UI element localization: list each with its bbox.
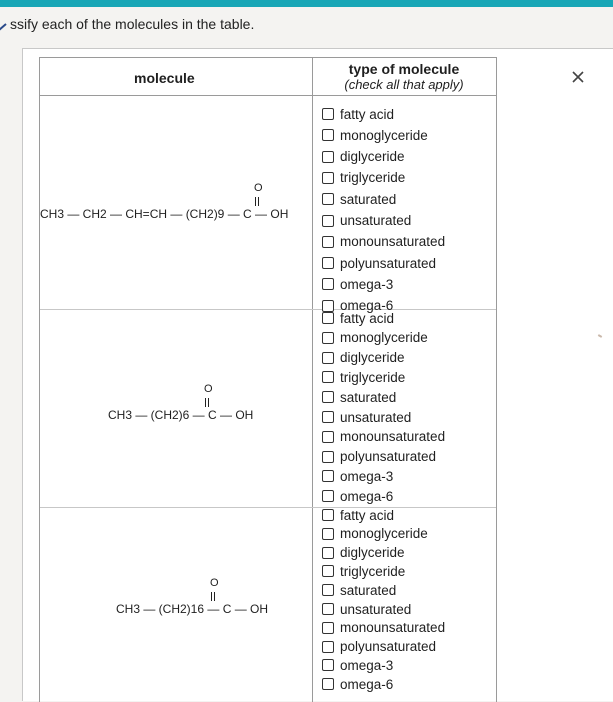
option-label: fatty acid (340, 507, 395, 523)
option-triglyceride-m3[interactable] (322, 561, 405, 581)
option-omega-6-m2[interactable] (322, 486, 393, 506)
checkbox[interactable] (322, 659, 334, 671)
checkbox[interactable] (322, 547, 334, 559)
option-triglyceride-m2[interactable] (322, 367, 405, 387)
option-monoglyceride-m1[interactable] (322, 125, 428, 145)
checkbox[interactable] (322, 641, 334, 653)
option-diglyceride-m2[interactable] (322, 348, 405, 368)
molecule-1-formula: CH3 — CH2 — CH=CH — (CH2)9 — C — OH (40, 207, 289, 221)
option-label: diglyceride (340, 350, 405, 366)
carbonyl-double-bond (205, 398, 209, 407)
checkbox[interactable] (322, 678, 334, 690)
header-molecule: molecule (134, 70, 195, 86)
option-label: monoglyceride (340, 330, 428, 346)
option-omega-3-m3[interactable] (322, 655, 393, 675)
option-label: monoglyceride (340, 526, 428, 542)
carbonyl-double-bond (255, 197, 259, 206)
option-triglyceride-m1[interactable] (322, 168, 405, 188)
checkbox[interactable] (322, 129, 334, 141)
option-label: unsaturated (340, 213, 412, 228)
option-polyunsaturated-m3[interactable] (322, 637, 436, 657)
checkbox[interactable] (322, 352, 334, 364)
checkbox[interactable] (322, 584, 334, 596)
instructions-text: ssify each of the molecules in the table. (10, 16, 255, 32)
checkbox[interactable] (322, 470, 334, 482)
molecule-3-formula: CH3 — (CH2)16 — C — OH (116, 602, 269, 616)
option-unsaturated-m3[interactable] (322, 599, 411, 619)
option-label: triglyceride (340, 369, 406, 385)
option-label: polyunsaturated (340, 639, 437, 655)
classification-table (39, 57, 497, 702)
option-label: triglyceride (340, 170, 406, 186)
carbonyl-oxygen: O (204, 383, 213, 395)
checkbox[interactable] (322, 622, 334, 634)
option-diglyceride-m1[interactable] (322, 147, 405, 167)
header-divider (40, 95, 496, 96)
option-fatty acid-m2[interactable] (322, 308, 394, 328)
option-monounsaturated-m2[interactable] (322, 427, 445, 447)
option-fatty acid-m1[interactable] (322, 104, 394, 124)
header-type-subtitle: (check all that apply) (344, 77, 464, 92)
option-polyunsaturated-m1[interactable] (322, 253, 436, 273)
option-label: omega-3 (340, 468, 394, 484)
stray-mark (598, 334, 602, 338)
header-type-of-molecule (322, 61, 486, 93)
option-label: fatty acid (340, 106, 395, 122)
checkbox[interactable] (322, 391, 334, 403)
checkbox[interactable] (322, 257, 334, 269)
column-divider (312, 58, 313, 702)
row-divider (40, 309, 496, 310)
checkbox[interactable] (322, 278, 334, 290)
option-saturated-m1[interactable] (322, 189, 396, 209)
checkbox[interactable] (322, 528, 334, 540)
checkbox[interactable] (322, 565, 334, 577)
option-unsaturated-m1[interactable] (322, 211, 411, 231)
carbonyl-double-bond (211, 592, 215, 601)
close-icon[interactable] (571, 70, 585, 84)
option-label: monounsaturated (340, 620, 446, 636)
checkbox[interactable] (322, 451, 334, 463)
option-label: omega-3 (340, 276, 394, 292)
option-label: omega-3 (340, 657, 394, 673)
option-diglyceride-m3[interactable] (322, 543, 405, 563)
checkbox[interactable] (322, 509, 334, 521)
header-type-title: type of molecule (348, 61, 460, 77)
option-omega-3-m2[interactable] (322, 466, 393, 486)
option-omega-6-m3[interactable] (322, 674, 393, 694)
option-unsaturated-m2[interactable] (322, 407, 411, 427)
checkbox[interactable] (322, 108, 334, 120)
option-label: omega-6 (340, 298, 394, 314)
option-label: diglyceride (340, 545, 405, 561)
checkbox[interactable] (322, 431, 334, 443)
row-divider (40, 507, 496, 508)
option-label: omega-6 (340, 676, 394, 692)
option-label: polyunsaturated (340, 255, 437, 271)
carbonyl-oxygen: O (254, 182, 263, 194)
checkbox[interactable] (322, 411, 334, 423)
option-label: omega-6 (340, 488, 394, 504)
option-label: triglyceride (340, 563, 406, 579)
option-saturated-m2[interactable] (322, 387, 396, 407)
checkbox[interactable] (322, 332, 334, 344)
checkbox[interactable] (322, 490, 334, 502)
checkbox[interactable] (322, 215, 334, 227)
option-fatty acid-m3[interactable] (322, 505, 394, 525)
option-label: monounsaturated (340, 234, 446, 250)
checkbox[interactable] (322, 603, 334, 615)
option-label: monounsaturated (340, 429, 446, 445)
option-label: saturated (340, 389, 397, 405)
top-accent-bar (0, 0, 613, 7)
checkbox[interactable] (322, 151, 334, 163)
checkbox[interactable] (322, 236, 334, 248)
option-label: saturated (340, 191, 397, 207)
molecule-2-formula: CH3 — (CH2)6 — C — OH (108, 408, 254, 422)
option-label: unsaturated (340, 409, 412, 425)
checkbox[interactable] (322, 312, 334, 324)
pointer-arrow-icon (0, 22, 8, 32)
carbonyl-oxygen: O (210, 577, 219, 589)
option-monounsaturated-m1[interactable] (322, 232, 445, 252)
option-label: diglyceride (340, 149, 405, 165)
option-monounsaturated-m3[interactable] (322, 618, 445, 638)
checkbox[interactable] (322, 371, 334, 383)
option-label: polyunsaturated (340, 449, 437, 465)
option-monoglyceride-m2[interactable] (322, 328, 428, 348)
option-saturated-m3[interactable] (322, 580, 396, 600)
option-label: saturated (340, 582, 397, 598)
option-label: fatty acid (340, 310, 395, 326)
option-omega-3-m1[interactable] (322, 274, 393, 294)
question-panel (22, 48, 613, 701)
option-label: monoglyceride (340, 127, 428, 143)
option-polyunsaturated-m2[interactable] (322, 447, 436, 467)
checkbox[interactable] (322, 172, 334, 184)
checkbox[interactable] (322, 193, 334, 205)
option-label: unsaturated (340, 601, 412, 617)
option-monoglyceride-m3[interactable] (322, 524, 428, 544)
